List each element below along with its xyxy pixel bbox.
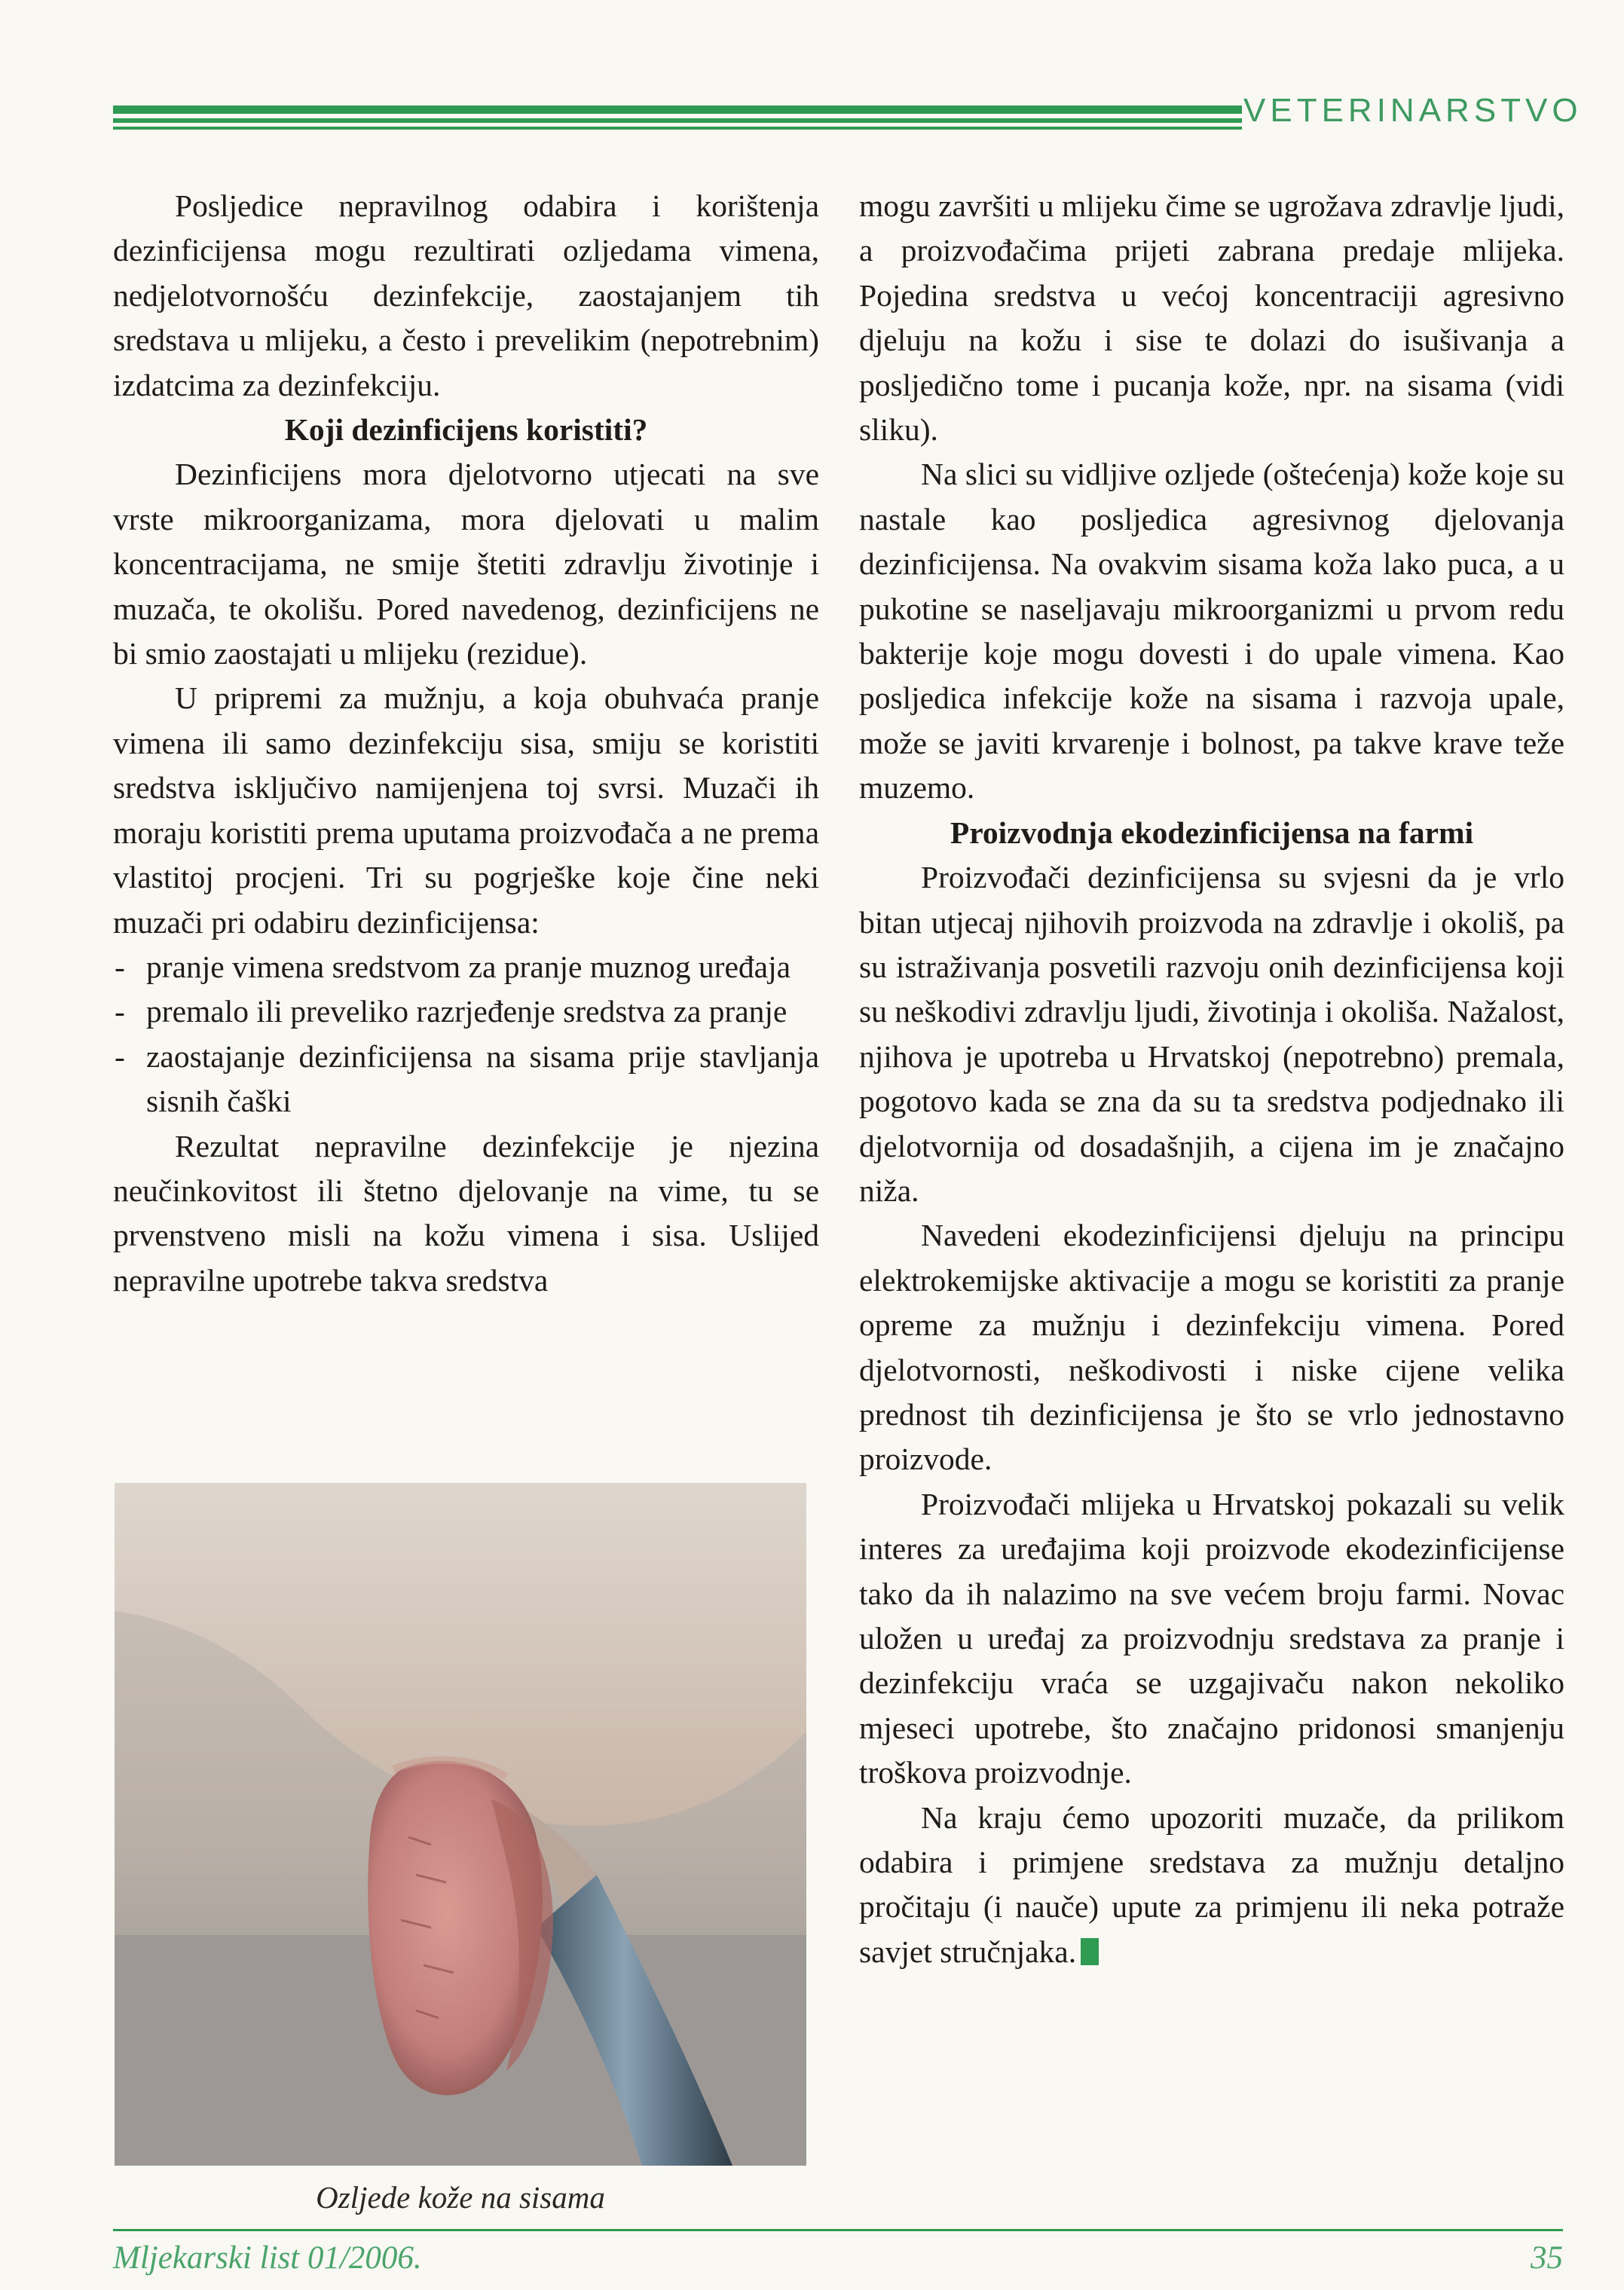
list-item: - zaostajanje dezinficijensa na sisama prije stavljanja sisnih čaški: [113, 1035, 819, 1124]
paragraph: Navedeni ekodezinficijensi djeluju na principu elektrokemijske aktivacije a mogu se koristiti za pranje opreme za mužnju i dezinfekciju vimena. Pored djelotvornosti, neškodivosti i niske cijene velika prednost tih dezinficijensa je što se vrlo jednostavno proizvode.: [859, 1218, 1564, 1477]
section-heading: Proizvodnja ekodezinficijensa na farmi: [950, 815, 1474, 850]
footer-rule: [113, 2229, 1563, 2231]
paragraph: Posljedice nepravilnog odabira i korištenja dezinficijensa mogu rezultirati ozljedama vimena, nedjelotvornošću dezinfekcije, zaostajanjem tih sredstava u mlijeku, a često i prevelikim (nepotrebnim) izdatcima za dezinfekciju.: [113, 188, 819, 402]
teat-injury-photo: [115, 1483, 806, 2166]
header-rule: [113, 105, 1242, 133]
list-item: - pranje vimena sredstvom za pranje muznog uređaja: [113, 945, 819, 989]
right-column: [859, 184, 1564, 1974]
end-of-article-mark: [1081, 1938, 1099, 1965]
figure-caption: Ozljede kože na sisama: [316, 2180, 605, 2215]
closing-text: Na kraju ćemo upozoriti muzače, da prilikom odabira i primjene sredstava za mužnju detaljno pročitaju (i nauče) upute za primjenu ili neka potraže savjet stručnjaka.: [859, 1799, 1564, 1969]
paragraph: Rezultat nepravilne dezinfekcije je njezina neučinkovitost ili štetno djelovanje na vime, tu se prvenstveno misli na kožu vimena i sisa. Uslijed nepravilne upotrebe takva sredstva: [113, 1128, 819, 1298]
error-list: [113, 945, 819, 1124]
left-column: [113, 184, 819, 1303]
paragraph: Proizvođači mlijeka u Hrvatskoj pokazali su velik interes za uređajima koji proizvode ekodezinficijense tako da ih nalazimo na sve većem broju farmi. Novac uložen u uređaj za proizvodnju sredstava za pranje i dezinfekciju vraća se uzgajivaču nakon nekoliko mjeseci upotrebe, što značajno pridonosi smanjenju troškova proizvodnje.: [859, 1486, 1564, 1790]
paragraph: [859, 1796, 1564, 1975]
publication-name: Mljekarski list 01/2006.: [113, 2240, 422, 2276]
list-item: - premalo ili preveliko razrjeđenje sredstva za pranje: [113, 989, 819, 1034]
section-heading: Koji dezinficijens koristiti?: [284, 412, 648, 448]
paragraph: U pripremi za mužnju, a koja obuhvaća pranje vimena ili samo dezinfekciju sisa, smiju se koristiti sredstva isključivo namijenjena toj svrsi. Muzači ih moraju koristiti prema uputama proizvođača a ne prema vlastitoj procjeni. Tri su pogrješke koje čine neki muzači pri odabiru dezinficijensa:: [113, 680, 819, 940]
paragraph: Na slici su vidljive ozljede (oštećenja) kože koje su nastale kao posljedica agresivnog djelovanja dezinficijensa. Na ovakvim sisama koža lako puca, a u pukotine se naseljavaju mikroorganizmi u prvom redu bakterije koje mogu dovesti i do upale vimena. Kao posljedica infekcije kože na sisama i razvoja upale, može se javiti krvarenje i bolnost, pa takve krave teže muzemo.: [859, 457, 1564, 806]
paragraph: Dezinficijens mora djelotvorno utjecati na sve vrste mikroorganizama, mora djelovati u malim koncentracijama, ne smije štetiti zdravlju životinje i muzača, te okolišu. Pored navedenog, dezinficijens ne bi smio zaostajati u mlijeku (rezidue).: [113, 457, 819, 671]
page-number: 35: [1531, 2240, 1563, 2276]
paragraph: Proizvođači dezinficijensa su svjesni da je vrlo bitan utjecaj njihovih proizvoda na zdravlje i okoliš, pa su istraživanja posvetili razvoju onih dezinficijensa koji su neškodivi zdravlju ljudi, životinja i okoliša. Nažalost, njihova je upotreba u Hrvatskoj (nepotrebno) premala, pogotovo kada se zna da su ta sredstva podjednako ili djelotvornija od dosadašnjih, a cijena im je značajno niža.: [859, 860, 1564, 1208]
section-label: VETERINARSTVO: [1243, 92, 1583, 129]
paragraph: mogu završiti u mlijeku čime se ugrožava zdravlje ljudi, a proizvođačima prijeti zabrana predaje mlijeka. Pojedina sredstva u većoj koncentraciji agresivno djeluju na kožu i sise te dolazi do isušivanja a posljedično tome i pucanja kože, npr. na sisama (vidi sliku).: [859, 188, 1564, 448]
